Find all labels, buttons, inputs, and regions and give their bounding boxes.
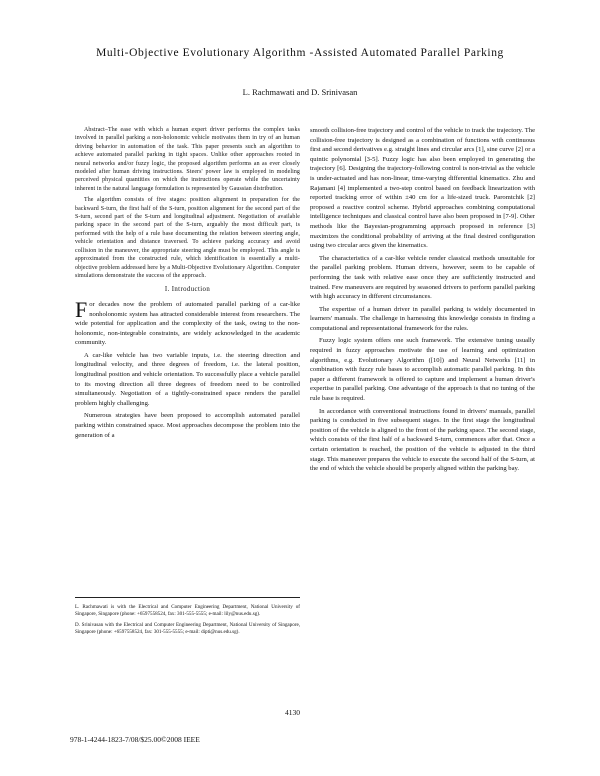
author-list: L. Rachmawati and D. Srinivasan <box>242 87 358 97</box>
isbn-line: 978-1-4244-1823-7/08/$25.00©2008 IEEE <box>70 735 200 744</box>
page-number: 4130 <box>285 708 300 717</box>
abstract <box>75 126 300 280</box>
section-heading-introduction: I. Introduction <box>164 286 211 294</box>
abstract-paragraph-1: Abstract–The ease with which a human expert driver performs the complex tasks involved in parallel parking a non-holonomic vehicle motivates them in try of an human driving behavior in automation of the task. This paper presents such an algorithm to achieve automated parallel parking in tight spaces. Unlike other approaches rooted in neural networks and/or fuzzy logic, the proposed algorithm performs an as ever closely modeled after human driving instructions. Steers' power law is employed in modeling perceived physical quantities on which the instructions operate while the uncertainty inherent in the natural language formulation is represented by Gaussian distribution. <box>75 127 300 192</box>
footnote-1: L. Rachmawati is with the Electrical and Computer Engineering Department, National University of Singapore, Singapore (phone: +6597558524, fax: 301-555-5555; e-mail: lily@nus.edu.sg). <box>75 604 300 618</box>
intro-paragraph-3: Numerous strategies have been proposed to accomplish automated parallel parking within constrained space. Most approaches decompose the problem into the generation of a <box>75 412 300 439</box>
right-column <box>310 126 535 477</box>
footnote-rule <box>75 597 300 598</box>
body-paragraph-4: Fuzzy logic system offers one such framework. The extensive tuning usually required in fuzzy approaches motivate the use of learning and optimization algorithms, e.g. Evolutionary Algorithm ([10]) and Neural Networks [11] in combination with fuzzy rule bases to accomplish automatic parallel parking. In this paper a different framework is offered to capture and implement a human driver's expertise in parallel parking. One advantage of the approach is that no tuning of the rule base is required. <box>310 337 535 403</box>
body-paragraph-5: In accordance with conventional instructions found in drivers' manuals, parallel parking is conducted in five subsequent stages. In the first stage the longitudinal position of the vehicle is aligned to the front of the parking space. The second stage, which consists of the first half of a backward S-turn, commences after that. Once a certain orientation is reached, the position of the vehicle is adjusted in the third stage. This maneuver prepares the vehicle to execute the second half of the S-turn, at the end of which the vehicle should be properly aligned within the parking bay. <box>310 407 535 473</box>
intro-paragraph-1 <box>75 296 300 348</box>
paper-title: Multi-Objective Evolutionary Algorithm -Assisted Automated Parallel Parking <box>96 47 504 59</box>
footnotes <box>75 604 300 640</box>
body-paragraph-2: The characteristics of a car-like vehicle render classical methods unsuitable for the parallel parking problem. Human drivers, however, seem to be capable of performing the task with relative ease once they are sufficiently instructed and trained. Few maneuvers are required by seasoned drivers to perform parallel parking with high accuracy in different circumstances. <box>310 254 535 301</box>
body-paragraph-3: The expertise of a human driver in parallel parking is widely documented in learners' manuals. The challenge in harnessing this knowledge consists in finding a computational and representational framework for the rules. <box>310 305 535 332</box>
left-column <box>75 126 300 443</box>
footnote-2: D. Srinivasan with the Electrical and Computer Engineering Department, National University of Singapore, Singapore (phone: +6597558524, fax: 301-555-5555; e-mail: dipti@nus.edu.sg). <box>75 621 300 636</box>
intro-paragraph-1-text: or decades now the problem of automated parallel parking of a car-like nonholonomic system has attracted considerable interest from researchers. The wide potential for application and the complexity of the task, owing to the non-holonomic, non-integrable constraints, are widely acknowledged in the academic community. <box>75 300 300 347</box>
abstract-paragraph-2: The algorithm consists of five stages: position alignment in preparation for the backward S-turn, the first half of the S-turn, position alignment for the second part of the S-turn, second part of the S-turn and longitudinal adjustment. Negotiation of available parking space in the second part of the S-turn, arguably the most difficult part, is performed with the help of a rule base documenting the relation between steering angle, vehicle orientation and distance traversed. To achieve parking accuracy and avoid collision in the maneuver, the appropriate steering angle must be employed. This angle is approximated from the constructed rule, which identification is essentially a multi-objective problem addressed here by a Multi-Objective Evolutionary Algorithm. Computer simulations demonstrate the success of the approach. <box>75 197 300 279</box>
drop-cap: F <box>75 296 88 322</box>
body-paragraph-1: smooth collision-free trajectory and control of the vehicle to track the trajectory. The collision-free trajectory is designed as a combination of functions with continuous first and second derivatives e.g. straight lines and circular arcs [1], sine curve [2] or a quintic polynomial [3-5]. Fuzzy logic has also been employed in generating the trajectory [6]. Designing the trajectory-following control is non-trivial as the vehicle is under-actuated and has non-linear, time-varying differential kinematics. Zhu and Rajamani [4] implemented a two-step control based on feedback linearization with reported tracking error of within ±40 cm for a life-sized truck. Paromtchik [2] proposed a reactive control scheme. Hybrid approaches combining computational intelligence techniques and classical control have also been proposed in [7-9]. Other methods like the Bayesian-programming approach proposed in reference [3] maximizes the conditional probability of arriving at the final desired configuration using two circular arcs given the kinematics. <box>310 127 535 250</box>
intro-paragraph-2: A car-like vehicle has two variable inputs, i.e. the steering direction and longitudinal velocity, and three degrees of freedom, i.e. the lateral position, longitudinal position and vehicle orientation. To successfully place a vehicle parallel to its moving direction all three degrees of freedom need to be controlled simultaneously. Negotiation of a tightly-constrained space renders the parallel problem highly challenging. <box>75 351 300 407</box>
